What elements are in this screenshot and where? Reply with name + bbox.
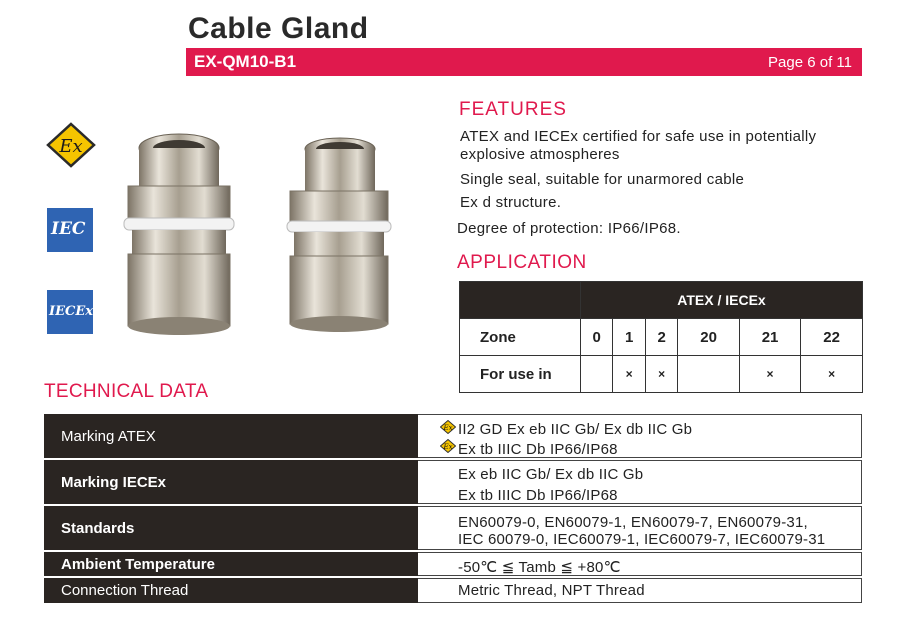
zone-cell: 22 xyxy=(801,319,863,356)
tech-value-line: II2 GD Ex eb IIC Gb/ Ex db IIC Gb xyxy=(458,421,693,438)
model-banner xyxy=(186,48,862,76)
cable-gland-photo-left xyxy=(118,128,240,336)
zone-cell: 20 xyxy=(678,319,739,356)
iecex-logo-icon: IECEx xyxy=(47,290,93,334)
zone-cell: 2 xyxy=(645,319,677,356)
svg-text:Ex: Ex xyxy=(443,424,453,432)
zone-label: Zone xyxy=(460,319,581,356)
tech-row-marking-atex xyxy=(44,414,862,458)
page-title: Cable Gland xyxy=(188,12,369,45)
use-cell: × xyxy=(801,356,863,393)
feature-line: Ex d structure. xyxy=(460,194,562,211)
tech-key: Ambient Temperature xyxy=(61,555,215,573)
use-cell: × xyxy=(645,356,677,393)
application-heading: APPLICATION xyxy=(457,252,587,273)
feature-line: ATEX and IECEx certified for safe use in potentially xyxy=(460,128,817,145)
tech-value-line: Ex tb IIIC Db IP66/IP68 xyxy=(458,487,618,504)
zone-table-header: ATEX / IECEx xyxy=(581,282,863,319)
tech-value-line: -50℃ ≦ Tamb ≦ +80℃ xyxy=(458,559,621,576)
tech-row-marking-iecex xyxy=(44,460,862,504)
technical-heading: TECHNICAL DATA xyxy=(44,381,209,402)
ex-mark-icon xyxy=(440,420,456,434)
tech-value-line: EN60079-0, EN60079-1, EN60079-7, EN60079-31, xyxy=(458,514,808,531)
tech-key: Marking ATEX xyxy=(61,427,156,445)
feature-line: explosive atmospheres xyxy=(460,146,620,163)
tech-key: Marking IECEx xyxy=(61,473,167,491)
tech-value-line: Metric Thread, NPT Thread xyxy=(458,582,645,599)
use-cell: × xyxy=(739,356,800,393)
svg-text:Ex: Ex xyxy=(443,443,453,451)
use-cell: × xyxy=(613,356,645,393)
tech-row-connection-thread xyxy=(44,578,862,603)
tech-value-line: IEC 60079-0, IEC60079-1, IEC60079-7, IEC60079-31 xyxy=(458,531,826,548)
tech-key: Connection Thread xyxy=(61,582,189,599)
use-cell xyxy=(581,356,613,393)
zone-table xyxy=(459,281,863,393)
svg-text:Ex: Ex xyxy=(59,136,83,157)
feature-line: Single seal, suitable for unarmored cable xyxy=(460,171,745,188)
ex-mark-icon xyxy=(46,122,96,168)
use-cell xyxy=(678,356,739,393)
tech-value-line: Ex eb IIC Gb/ Ex db IIC Gb xyxy=(458,466,644,483)
feature-line: Degree of protection: IP66/IP68. xyxy=(457,220,681,237)
features-heading: FEATURES xyxy=(459,99,567,120)
zone-cell: 0 xyxy=(581,319,613,356)
iec-logo-icon: IEC xyxy=(47,208,93,252)
zone-cell: 21 xyxy=(739,319,800,356)
tech-value-line: Ex tb IIIC Db IP66/IP68 xyxy=(458,441,618,458)
model-number: EX-QM10-B1 xyxy=(194,52,297,71)
tech-row-ambient-temperature xyxy=(44,552,862,576)
zone-cell: 1 xyxy=(613,319,645,356)
zone-table-corner xyxy=(460,282,581,319)
use-label: For use in xyxy=(460,356,581,393)
page-indicator: Page 6 of 11 xyxy=(768,54,852,71)
cable-gland-photo-right xyxy=(282,135,396,333)
tech-row-standards xyxy=(44,506,862,550)
ex-mark-icon xyxy=(440,439,456,453)
tech-key: Standards xyxy=(61,519,135,537)
